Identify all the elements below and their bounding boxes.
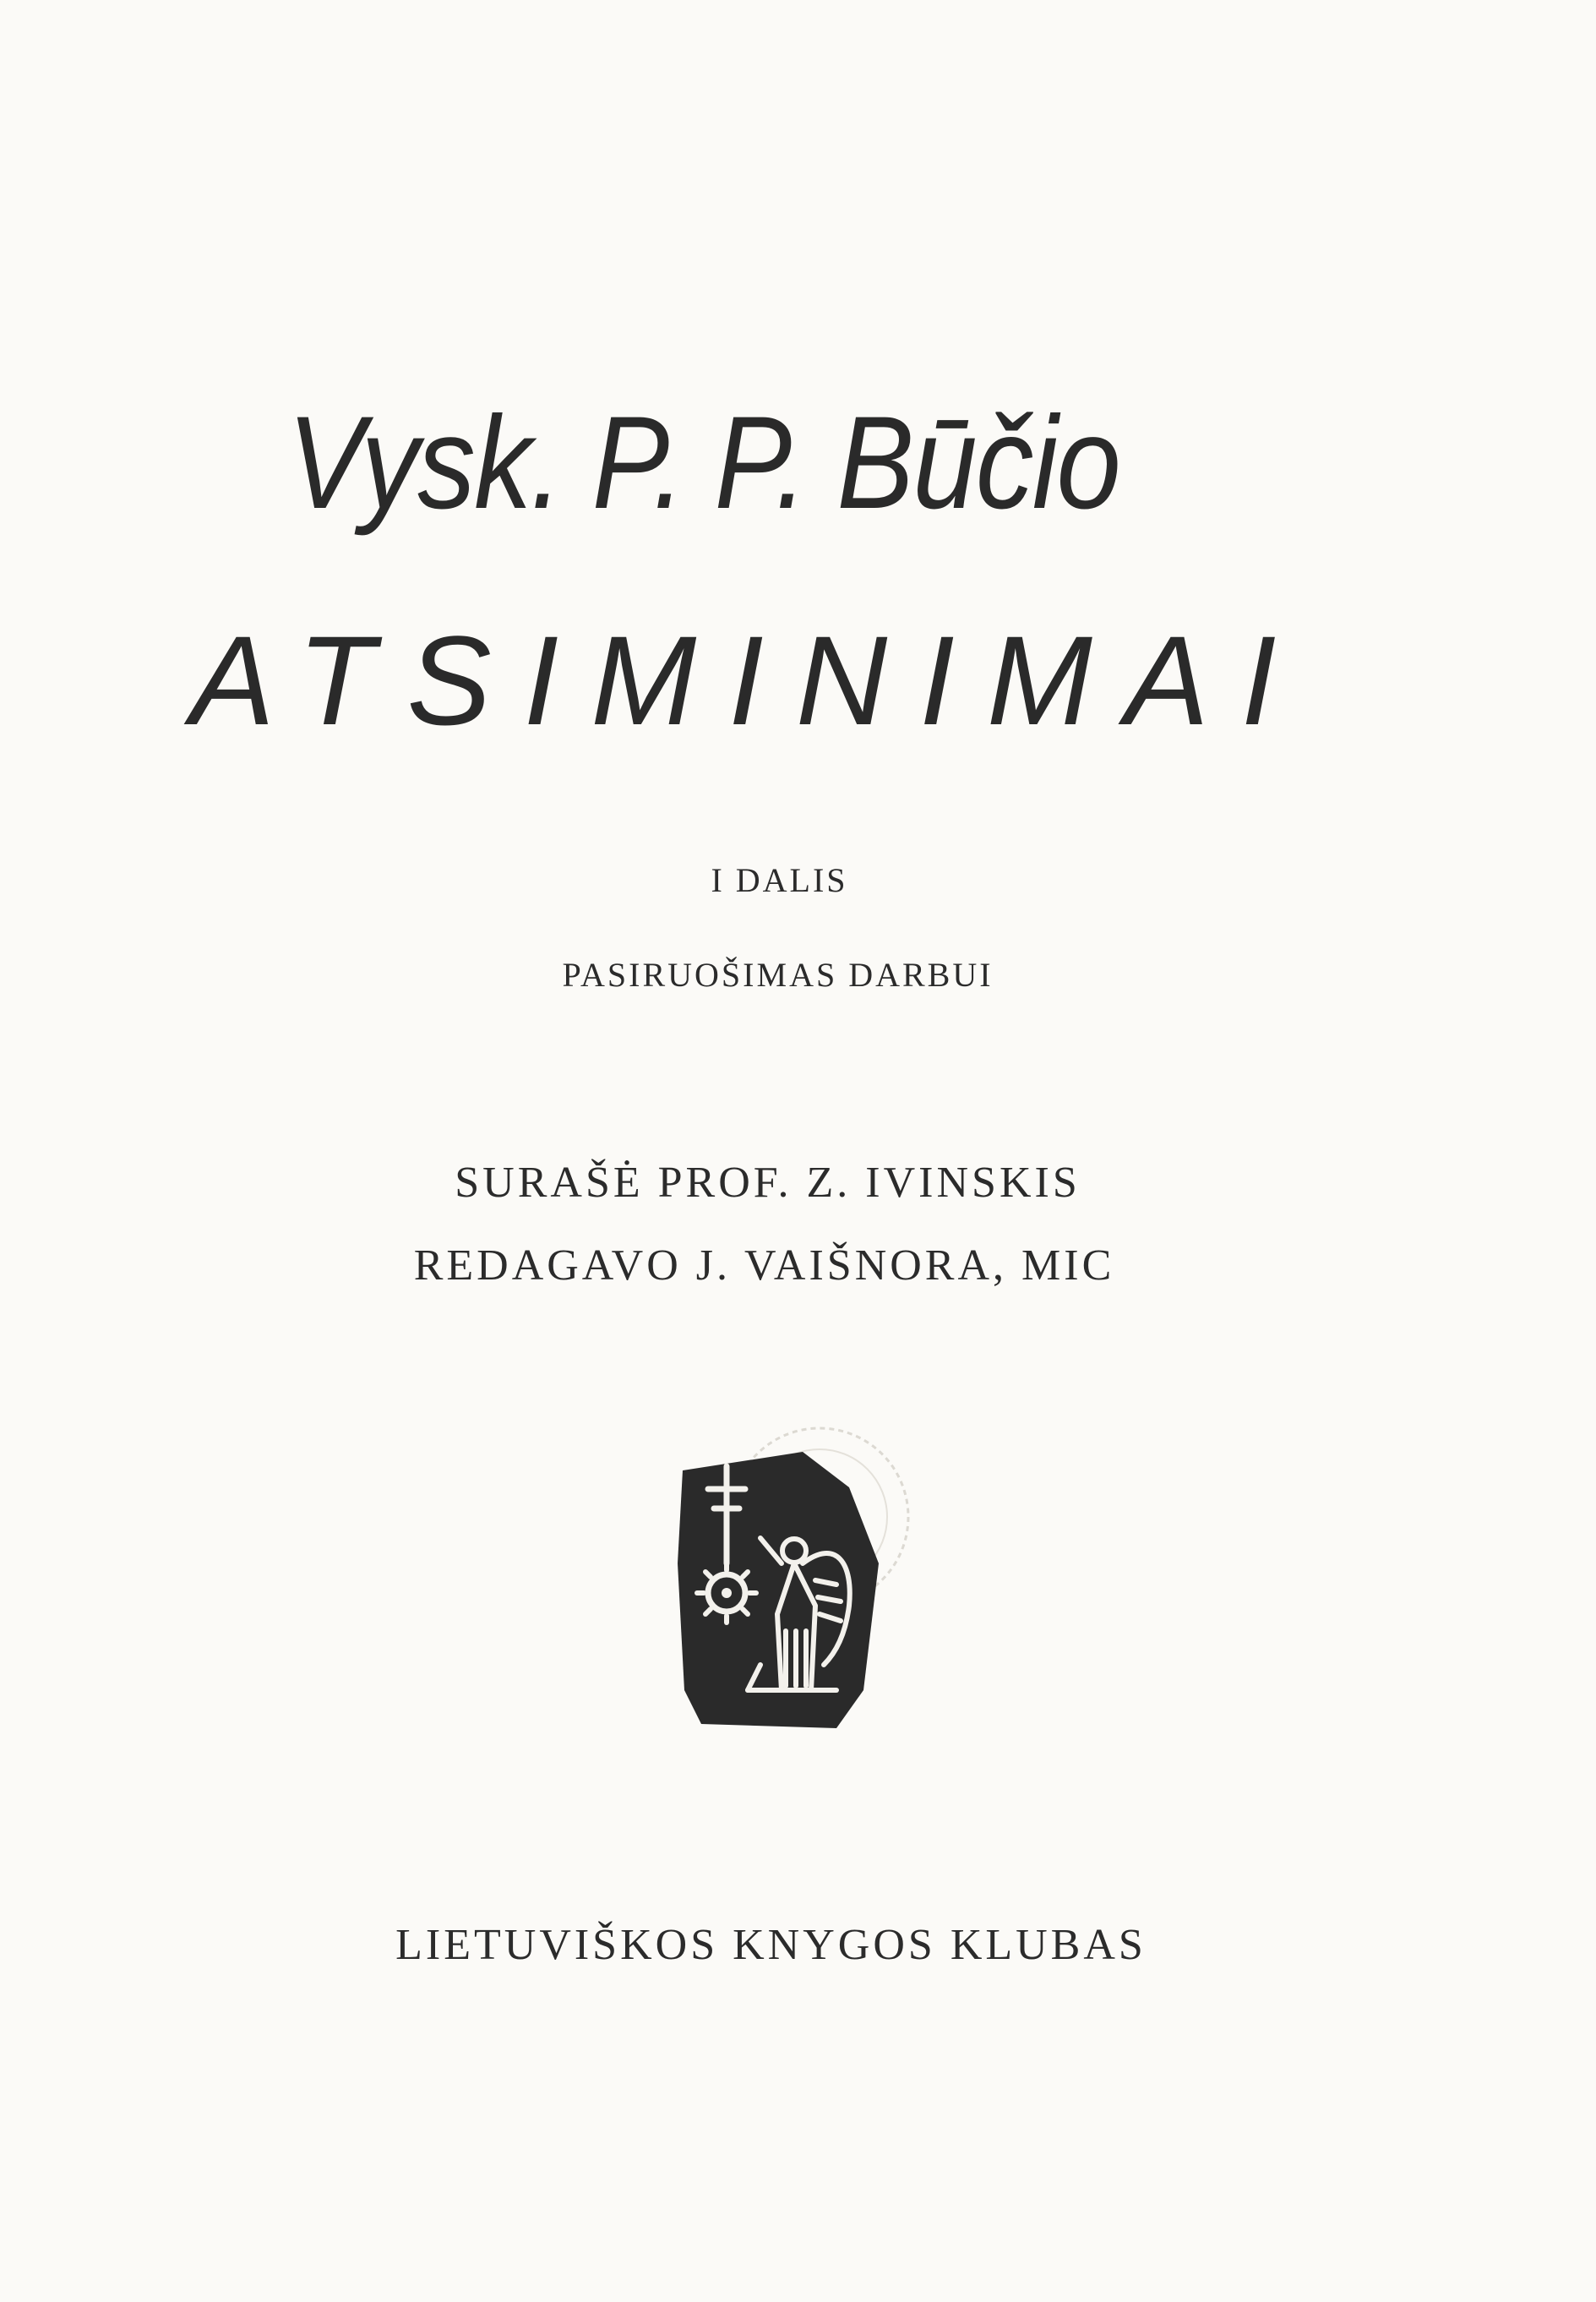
publisher-name: LIETUVIŠKOS KNYGOS KLUBAS <box>395 1921 1147 1969</box>
part-subtitle: PASIRUOŠIMAS DARBUI <box>562 956 994 994</box>
author-name: Vysk. P. P. Būčio <box>287 390 1120 537</box>
book-title: ATSIMINIMAI <box>190 609 1309 751</box>
cross-sun-angel-emblem-icon <box>667 1437 904 1741</box>
compiler-credit: SURAŠĖ PROF. Z. IVINSKIS <box>455 1159 1081 1207</box>
part-label: I DALIS <box>711 861 848 899</box>
editor-credit: REDAGAVO J. VAIŠNORA, MIC <box>413 1241 1115 1290</box>
